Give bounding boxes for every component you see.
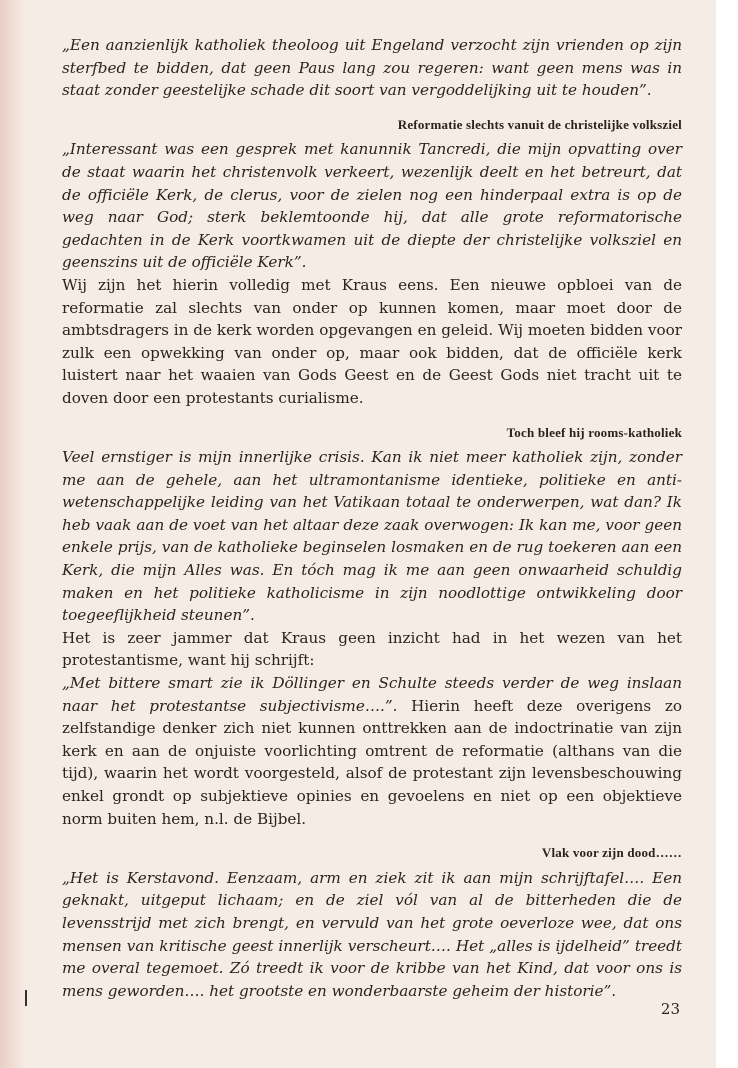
body-paragraph: Het is zeer jammer dat Kraus geen inzicht had in het wezen van het protestantisme, want hij schrijft:	[62, 628, 682, 670]
mixed-paragraph	[62, 672, 682, 830]
page-spine-shadow	[0, 0, 26, 1068]
page-edge	[716, 0, 738, 1068]
quote-fragment: „Met bittere smart zie ik Döllinger en Schulte steeds verder de weg inslaan naar het protestantse subjectivisme….”.	[62, 674, 682, 715]
quote-paragraph: „Een aanzienlijk katholiek theoloog uit Engeland verzocht zijn vrienden op zijn sterfbed te bidden, dat geen Paus lang zou regeren: want geen mens was in staat zonder geestelijke schade dit soort van vergoddelijking uit te houden”.	[62, 36, 682, 100]
section-heading: Toch bleef hij rooms-katholiek	[506, 424, 682, 440]
page-number: 23	[660, 1000, 680, 1018]
page-body	[62, 34, 682, 1002]
quote-paragraph: „Interessant was een gesprek met kanunnik Tancredi, die mijn opvatting over de staat waarin het christenvolk verkeert, wezenlijk deelt en het betreurt, dat de officiële Kerk, de clerus, voor de zielen nog een hinderpaal extra is op de weg naar God; sterk beklemtoonde hij, dat alle grote reformatorische gedachten in de Kerk voortkwamen uit de diepte der christelijke volksziel en geenszins uit de officiële Kerk”.	[62, 140, 682, 272]
quote-paragraph: „Het is Kerstavond. Eenzaam, arm en ziek zit ik aan mijn schrijftafel…. Een geknakt, uitgeput lichaam; en de ziel vól van al de bitterheden die de levensstrijd met zich brengt, en vervuld van het grote oeverloze wee, dat ons mensen van kritische geest innerlijk verscheurt…. Het „alles is ijdelheid” treedt me overal tegemoet. Zó treedt ik voor de kribbe van het Kind, dat voor ons is mens geworden…. het grootste en wonderbaarste geheim der historie”.	[62, 868, 682, 1000]
section-heading: Vlak voor zijn dood……	[541, 845, 682, 861]
body-paragraph: Wij zijn het hierin volledig met Kraus eens. Een nieuwe opbloei van de reformatie zal slechts van onder op kunnen komen, maar moet door de ambtsdragers in de kerk worden opgevangen en geleid. Wij moeten bidden voor zulk een opwekking van onder op, maar ook bidden, dat de officiële kerk luistert naar het waaien van Gods Geest en de Geest Gods niet tracht uit te doven door een protestants curialisme.	[62, 275, 682, 407]
section-heading: Reformatie slechts vanuit de christelijke volksziel	[397, 116, 682, 132]
margin-mark	[25, 990, 27, 1006]
body-fragment: Hierin heeft deze overigens zo zelfstandige denker zich niet kunnen onttrekken aan de indoctrinatie van zijn kerk en aan de onjuiste voorlichting omtrent de reformatie (althans van die tijd), waarin het wordt voorgesteld, alsof de protestant zijn levensbeschouwing enkel grondt op subjektieve opinies en gevoelens en niet op een objektieve norm buiten hem, n.l. de Bijbel.	[62, 696, 682, 828]
quote-paragraph: Veel ernstiger is mijn innerlijke crisis. Kan ik niet meer katholiek zijn, zonder me aan de gehele, aan het ultramontanisme identieke, politieke en anti-wetenschappelijke leiding van het Vatikaan totaal te onderwerpen, wat dan? Ik heb vaak aan de voet van het altaar deze zaak overwogen: Ik kan me, voor geen enkele prijs, van de katholieke beginselen losmaken en de rug toekeren aan een Kerk, die mijn Alles was. En tóch mag ik me aan geen onwaarheid schuldig maken en het politieke katholicisme in zijn noodlottige ontwikkeling door toegeeflijkheid steunen”.	[62, 448, 682, 625]
